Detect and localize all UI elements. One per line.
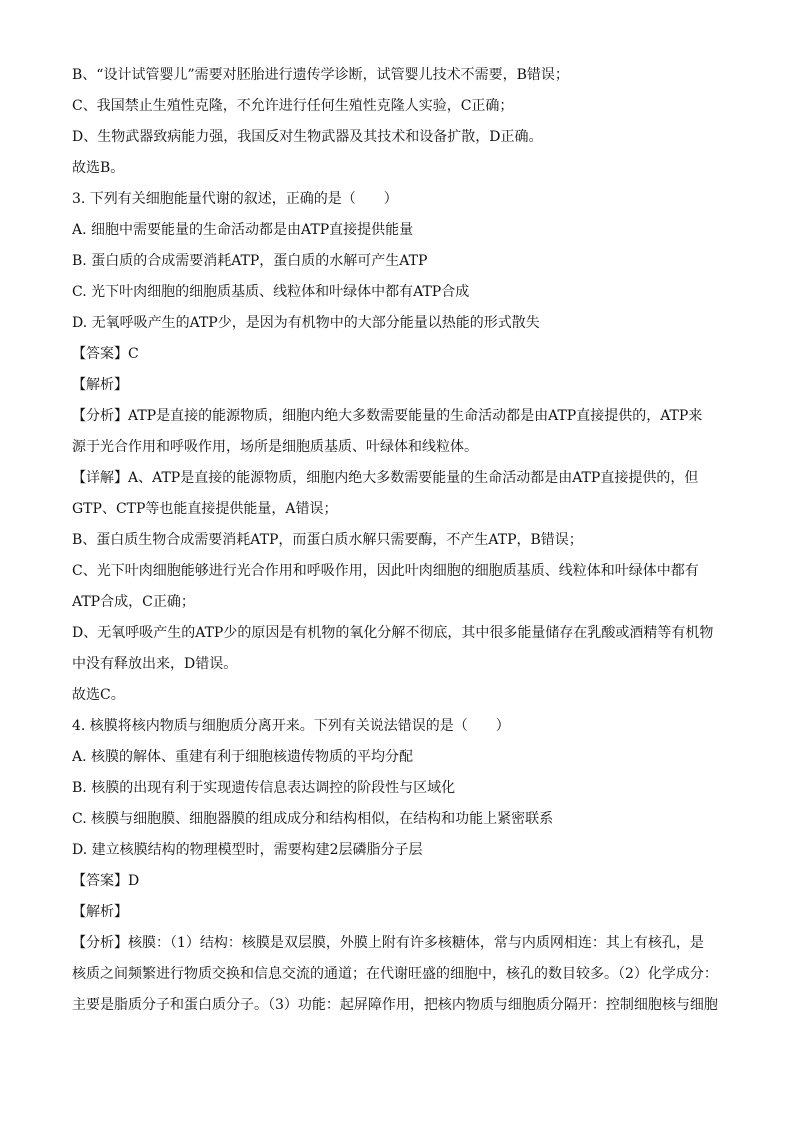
- question-stem: 3. 下列有关细胞能量代谢的叙述，正确的是（ ）: [72, 191, 398, 207]
- text-line: B、“设计试管婴儿”需要对胚胎进行遗传学诊断，试管婴儿技术不需要，B错误；: [72, 67, 569, 83]
- analysis-heading: 【解析】: [72, 904, 128, 920]
- text-line: 【详解】A、ATP是直接的能源物质，细胞内绝大多数需要能量的生命活动都是由ATP直接提供的，但: [72, 470, 699, 486]
- text-line: B、蛋白质生物合成需要消耗ATP，而蛋白质水解只需要酶，不产生ATP，B错误；: [72, 532, 583, 548]
- option-b: B. 蛋白质的合成需要消耗ATP，蛋白质的水解可产生ATP: [72, 253, 428, 269]
- option-a: A. 细胞中需要能量的生命活动都是由ATP直接提供能量: [72, 222, 414, 238]
- question-stem: 4. 核膜将核内物质与细胞质分离开来。下列有关说法错误的是（ ）: [72, 718, 510, 734]
- option-c: C. 光下叶肉细胞的细胞质基质、线粒体和叶绿体中都有ATP合成: [72, 284, 470, 300]
- text-line: 【分析】ATP是直接的能源物质，细胞内绝大多数需要能量的生命活动都是由ATP直接提供的，ATP来: [72, 408, 703, 424]
- text-line: 中没有释放出来，D错误。: [72, 656, 238, 672]
- analysis-heading: 【解析】: [72, 377, 128, 393]
- text-line: 【分析】核膜：（1）结构：核膜是双层膜，外膜上附有许多核糖体，常与内质网相连：其上有核孔，是: [72, 935, 704, 951]
- text-line: C、我国禁止生殖性克隆，不允许进行任何生殖性克隆人实验，C正确；: [72, 98, 514, 114]
- text-line: 故选B。: [72, 160, 125, 176]
- option-d: D. 建立核膜结构的物理模型时，需要构建2层磷脂分子层: [72, 842, 423, 858]
- text-line: D、无氧呼吸产生的ATP少的原因是有机物的氧化分解不彻底，其中很多能量储存在乳酸或酒精等有机物: [72, 625, 714, 641]
- text-line: D、生物武器致病能力强，我国反对生物武器及其技术和设备扩散，D正确。: [72, 129, 543, 145]
- text-line: 故选C。: [72, 687, 125, 703]
- answer-line: 【答案】C: [72, 346, 139, 362]
- text-line: ATP合成，C正确；: [72, 594, 195, 610]
- option-c: C. 核膜与细胞膜、细胞器膜的组成成分和结构相似，在结构和功能上紧密联系: [72, 811, 554, 827]
- option-a: A. 核膜的解体、重建有利于细胞核遗传物质的平均分配: [72, 749, 414, 765]
- text-line: 主要是脂质分子和蛋白质分子。（3）功能：起屏障作用，把核内物质与细胞质分隔开：控制细胞核与细胞: [72, 997, 718, 1013]
- option-b: B. 核膜的出现有利于实现遗传信息表达调控的阶段性与区域化: [72, 780, 456, 796]
- option-d: D. 无氧呼吸产生的ATP少，是因为有机物中的大部分能量以热能的形式散失: [72, 315, 540, 331]
- answer-line: 【答案】D: [72, 873, 140, 889]
- text-line: 核质之间频繁进行物质交换和信息交流的通道；在代谢旺盛的细胞中，核孔的数目较多。（2）化学成分：: [72, 966, 718, 982]
- text-line: 源于光合作用和呼吸作用，场所是细胞质基质、叶绿体和线粒体。: [72, 439, 478, 455]
- text-line: C、光下叶肉细胞能够进行光合作用和呼吸作用，因此叶肉细胞的细胞质基质、线粒体和叶绿体中都有: [72, 563, 699, 579]
- text-line: GTP、CTP等也能直接提供能量，A错误；: [72, 501, 338, 517]
